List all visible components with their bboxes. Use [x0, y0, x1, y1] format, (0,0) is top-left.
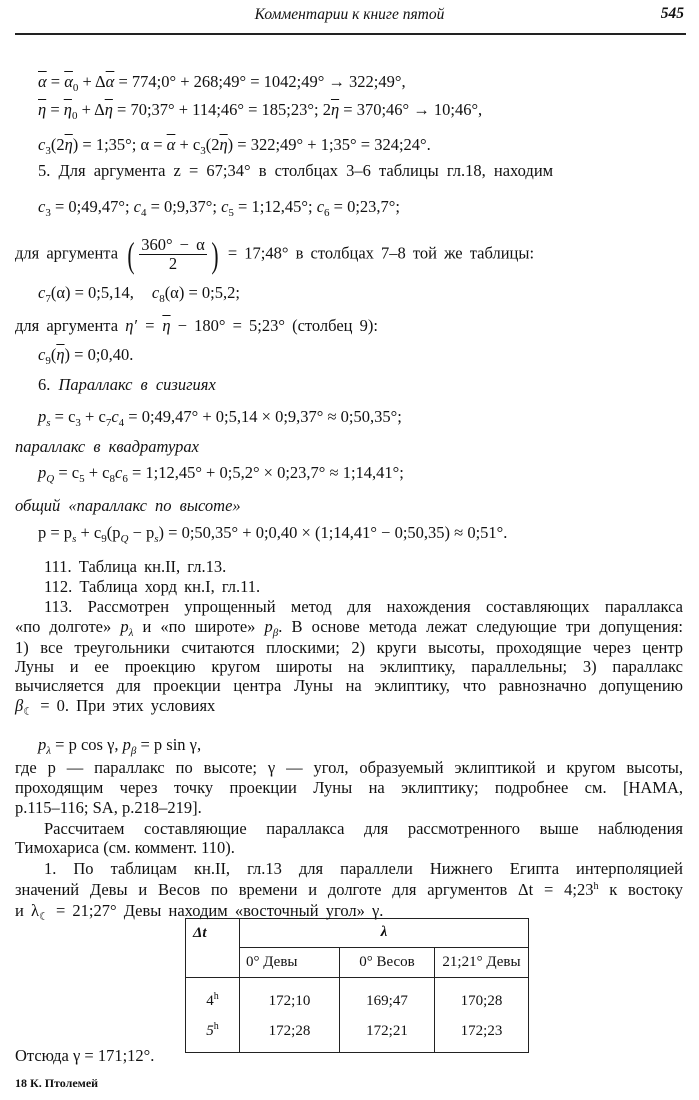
table-column-header: 0° Весов [340, 947, 435, 977]
eta-bar: $\overline{\eta}$ [38, 100, 47, 119]
signature-footer: 18 К. Птолемей [15, 1076, 99, 1090]
text: ) = 322;49° + 1;35° = 324;24°. [227, 135, 431, 154]
text: − 180° = 5;23° (столбец 9): [170, 316, 378, 335]
text: «по долготе» [15, 617, 121, 636]
text: . В основе метода лежат следующие три допущения: [278, 617, 683, 636]
equation-p-lambda-beta [38, 735, 201, 755]
where-line-1: где p — параллакс по высоте; γ — угол, образуемый эклиптикой и кругом высоты, [15, 758, 683, 777]
left-paren: ( [127, 234, 135, 275]
text: − p [128, 523, 155, 542]
eta-bar: $\overline{\eta}$ [330, 100, 340, 119]
alpha-bar: $\overline{\alpha}$ [64, 72, 73, 91]
subscript: s [154, 533, 159, 545]
gamma-table [185, 918, 529, 1053]
header-rule [15, 33, 686, 35]
subscript: λ [46, 745, 52, 757]
subscript: 7 [105, 417, 112, 429]
table-cell: 172;28 [268, 1023, 311, 1039]
eta-bar: $\overline{\eta}$ [104, 100, 113, 119]
text: = 17;48° в столбцах 7–8 той же таблицы: [220, 243, 535, 263]
table-row-labels [186, 978, 240, 1053]
moon-subscript: ☾ [23, 706, 34, 718]
table-body [186, 978, 529, 1053]
text: = 370;46° → 10;46°, [339, 100, 483, 119]
text: = 0;9,37°; [146, 197, 222, 216]
fraction-numerator: 360° − α [141, 235, 205, 254]
text: и λ [15, 901, 39, 920]
equation-ps [38, 407, 402, 427]
subscript: 3 [45, 207, 51, 219]
table-header-lambda [240, 919, 529, 948]
var: c [151, 283, 160, 302]
subscript: 7 [45, 293, 51, 305]
subscript: 3 [75, 417, 81, 429]
subscript: 6 [122, 473, 128, 485]
var: p [38, 735, 47, 754]
subscript: 3 [45, 145, 51, 157]
subscript: 4 [118, 417, 125, 429]
equation-c9 [38, 345, 133, 365]
calc-line-1: Рассчитаем составляющие параллакса для рассмотренного выше наблюдения [44, 819, 683, 838]
where-line-3: p.115–116; SA, p.218–219]. [15, 798, 202, 817]
text: = p sin γ, [136, 735, 202, 754]
step-title: Параллакс в сизигиях [58, 375, 216, 394]
note-113-line-6 [15, 696, 215, 716]
equation-p [38, 523, 507, 543]
equation-eta [38, 100, 482, 120]
text: = 70;37° + 114;46° = 185;23°; 2 [112, 100, 331, 119]
eta-bar: $\overline{\eta}$ [63, 100, 72, 119]
var: c [38, 283, 46, 302]
subscript: 5 [228, 207, 234, 219]
text: = 1;12,45°; [233, 197, 317, 216]
eta-prime: η′ = [125, 316, 163, 335]
calc-line-2: Тимохариса (см. коммент. 110). [15, 838, 235, 857]
subscript: 8 [109, 473, 115, 485]
var: p [38, 463, 47, 482]
text: для аргумента [15, 316, 126, 335]
table-cell: 169;47 [366, 993, 408, 1009]
note-113-line-4: Луны и ее проекцию кругом широты на эклиптику, параллельны; 3) параллакс [15, 657, 683, 676]
text: + Δ [77, 100, 105, 119]
superscript: h [593, 881, 599, 892]
text: + c [80, 407, 106, 426]
text: ) = 0;50,35° + 0;0,40 × (1;14,41° − 0;50,35) ≈ 0;51°. [158, 523, 508, 542]
text: = 0;23,7°; [329, 197, 400, 216]
moon-subscript: ☾ [38, 911, 49, 923]
var: p [122, 735, 131, 754]
step-5-text: 5. Для аргумента z = 67;34° в столбцах 3–6 таблицы гл.18, находим [38, 161, 554, 180]
text: = 0;49,47° + 0;5,14 × 0;9,37° ≈ 0;50,35°; [124, 407, 402, 426]
var: c [38, 345, 46, 364]
subscript: 9 [45, 355, 51, 367]
note-113-line-5: вычисляется для проекции центра Луны на эклиптику, что равнозначно допущению [15, 676, 683, 695]
var: p [264, 617, 273, 636]
var: p [38, 407, 47, 426]
text: ) = 1;35°; α = [72, 135, 167, 154]
text: = [46, 100, 64, 119]
var: c [133, 197, 141, 216]
subscript: λ [128, 627, 134, 639]
total-parallax-heading: общий «параллакс по высоте» [15, 496, 241, 515]
note-113-line-3: 1) все треугольники считаются плоскими; 2) круги высоты, проходящие через центр [15, 638, 683, 657]
text: = 774;0° + 268;49° = 1042;49° → 322;49°, [114, 72, 406, 91]
var: c [38, 135, 46, 154]
eta-bar: $\overline{\eta}$ [56, 345, 65, 364]
text: = 21;27° Девы находим «восточный угол» γ. [48, 901, 384, 920]
text: (2 [205, 135, 220, 154]
var: p [120, 617, 129, 636]
text: (2 [50, 135, 65, 154]
eta-bar: $\overline{\eta}$ [219, 135, 228, 154]
table-col-0-deva [240, 978, 340, 1053]
table-cell: 172;21 [366, 1023, 408, 1039]
table-header-dt [186, 919, 240, 978]
text: = c [54, 463, 80, 482]
equation-pq [38, 463, 404, 483]
equation-c3 [38, 135, 431, 155]
text: = c [50, 407, 76, 426]
eta-bar: $\overline{\eta}$ [64, 135, 73, 154]
step-6-heading [38, 375, 216, 395]
equation-c7-c8 [38, 283, 240, 303]
text: (α) = 0;5,14, [50, 283, 134, 302]
table-column-header: 21;21° Девы [435, 947, 529, 977]
equation-c3-c6 [38, 197, 400, 217]
where-line-2: проходящим через точку проекции Луны на эклиптику; подробнее см. [HAMA, [15, 778, 683, 797]
text: (p [106, 523, 121, 542]
subscript: Q [46, 473, 55, 485]
table-cell: 172;23 [460, 1023, 503, 1039]
var: c [316, 197, 325, 216]
var: c [38, 197, 46, 216]
right-paren: ) [211, 234, 219, 275]
argument-eta-line [15, 316, 378, 336]
eq-sign: = [46, 72, 65, 91]
note-113-line-2 [15, 617, 683, 637]
subscript: s [72, 533, 77, 545]
result-line: Отсюда γ = 171;12°. [15, 1046, 155, 1065]
note-113-line-1: 113. Рассмотрен упрощенный метод для нахождения составляющих параллакса [44, 597, 683, 616]
alpha-bar: $\overline{\alpha}$ [166, 135, 176, 154]
text: к востоку [598, 880, 683, 899]
subscript: β [130, 745, 137, 757]
subscript: Q [120, 533, 129, 545]
text: = 0. При этих условиях [33, 696, 216, 715]
var: c [111, 407, 119, 426]
var: c [221, 197, 229, 216]
subscript: β [272, 627, 279, 639]
table-col-21-deva [435, 978, 529, 1053]
text: λ [380, 924, 388, 941]
page-number: 545 [660, 5, 684, 22]
step-1-line-2 [15, 880, 683, 900]
text: для аргумента [15, 243, 126, 263]
table-column-header: 0° Девы [240, 947, 340, 977]
table-col-0-vesov [340, 978, 435, 1053]
text: = 1;12,45° + 0;5,2° × 0;23,7° ≈ 1;14,41°; [127, 463, 404, 482]
note-111: 111. Таблица кн.II, гл.13. [44, 557, 227, 576]
subscript: 3 [200, 145, 206, 157]
text: и «по широте» [133, 617, 265, 636]
step-1-line-1: 1. По таблицам кн.II, гл.13 для параллели Нижнего Египта интерполяцией [44, 859, 683, 878]
step-number: 6. [38, 375, 59, 394]
var: c [114, 463, 123, 482]
subscript: 4 [140, 207, 147, 219]
text: + c [175, 135, 201, 154]
alpha-bar: $\overline{\alpha}$ [105, 72, 115, 91]
text: + Δ [78, 72, 106, 91]
text: значений Девы и Весов по времени и долготе для аргументов Δt = 4;23 [15, 880, 594, 899]
subscript: 8 [159, 293, 165, 305]
text: + c [76, 523, 102, 542]
text: (α) = 0;5,2; [164, 283, 240, 302]
text: p = p [38, 523, 73, 542]
beta: β [15, 696, 24, 715]
equation-alpha [38, 72, 406, 92]
text: = p cos γ, [51, 735, 123, 754]
running-title: Комментарии к книге пятой [254, 6, 445, 23]
subscript: 5 [79, 473, 85, 485]
text: = 0;49,47°; [50, 197, 134, 216]
subscript: 0 [71, 110, 78, 122]
text: + c [84, 463, 110, 482]
row-label: 4$^h$ [206, 991, 219, 1009]
fraction-denominator: 2 [168, 254, 178, 273]
table-cell: 172;10 [268, 993, 311, 1009]
subscript: s [46, 417, 51, 429]
row-label: 5$^h$ [206, 1021, 219, 1039]
subscript: 9 [101, 533, 107, 545]
fraction [139, 236, 207, 273]
text: ) = 0;0,40. [64, 345, 134, 364]
argument-fraction-line [15, 236, 534, 273]
text: Δt [193, 925, 207, 941]
subscript: 6 [324, 207, 330, 219]
note-112: 112. Таблица хорд кн.I, гл.11. [44, 577, 261, 596]
alpha-bar: $\overline{\alpha}$ [38, 72, 47, 91]
eta-bar: $\overline{\eta}$ [162, 316, 171, 335]
text: ( [50, 345, 57, 364]
quadratures-heading: параллакс в квадратурах [15, 437, 199, 456]
subscript: 0 [72, 82, 79, 94]
table-cell: 170;28 [460, 993, 503, 1009]
